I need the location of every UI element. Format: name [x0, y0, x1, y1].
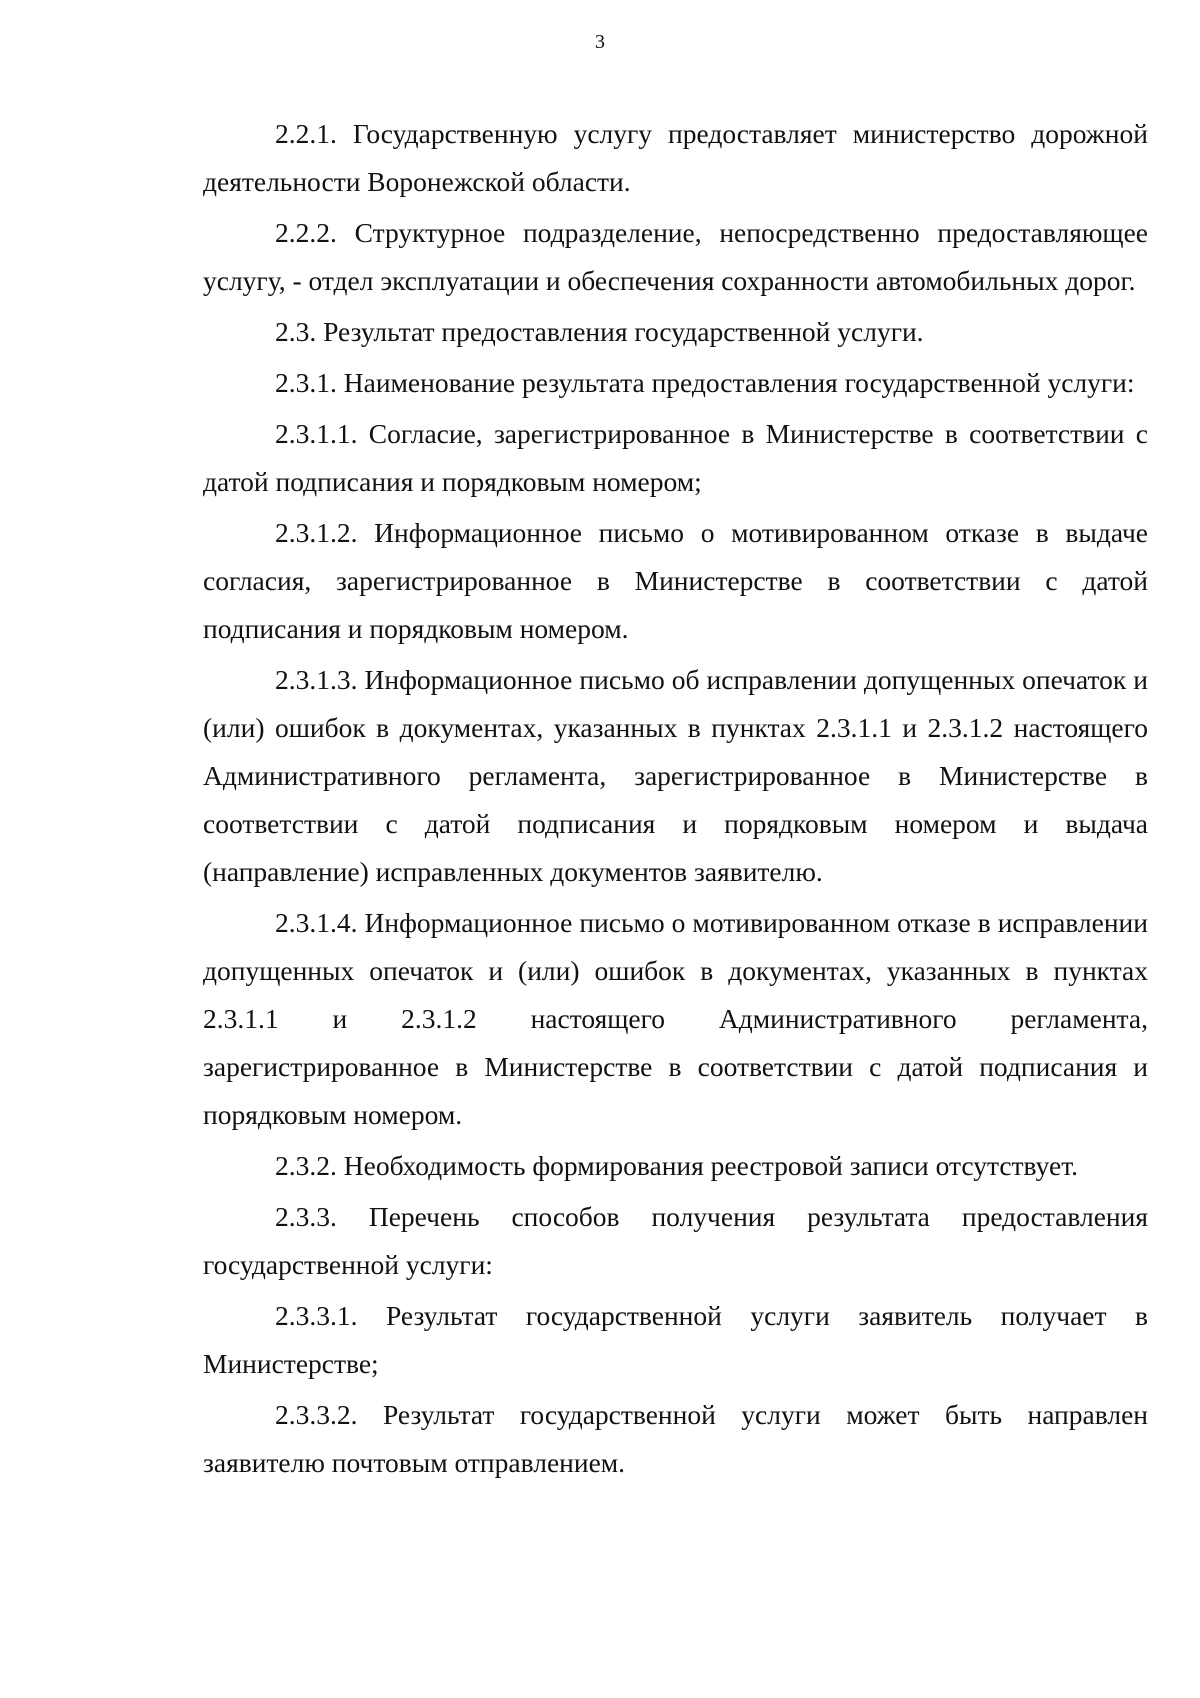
paragraph-2-3: 2.3. Результат предоставления государственной услуги.	[275, 316, 924, 347]
paragraph-2-3-3: 2.3.3. Перечень способов получения результата предоставления государственной услуги:	[203, 1201, 1148, 1280]
document-body	[203, 110, 1148, 1490]
paragraph-2-3-3-2: 2.3.3.2. Результат государственной услуги может быть направлен заявителю почтовым отправлением.	[203, 1399, 1148, 1478]
page-number: 3	[595, 31, 605, 53]
paragraph-2-3-3-1: 2.3.3.1. Результат государственной услуги заявитель получает в Министерстве;	[203, 1300, 1148, 1379]
paragraph-2-2-2: 2.2.2. Структурное подразделение, непосредственно предоставляющее услугу, - отдел эксплуатации и обеспечения сохранности автомобильных дорог.	[203, 217, 1148, 296]
paragraph-2-3-1-3: 2.3.1.3. Информационное письмо об исправлении допущенных опечаток и (или) ошибок в документах, указанных в пунктах 2.3.1.1 и 2.3.1.2 настоящего Административного регламента, зарегистрированное в Министерстве в соответствии с датой подписания и порядковым номером и выдача (направление) исправленных документов заявителю.	[203, 664, 1148, 887]
paragraph-2-3-1-2: 2.3.1.2. Информационное письмо о мотивированном отказе в выдаче согласия, зарегистрированное в Министерстве в соответствии с датой подписания и порядковым номером.	[203, 517, 1148, 644]
paragraph-2-3-1-4: 2.3.1.4. Информационное письмо о мотивированном отказе в исправлении допущенных опечаток и (или) ошибок в документах, указанных в пунктах 2.3.1.1 и 2.3.1.2 настоящего Административного регламента, зарегистрированное в Министерстве в соответствии с датой подписания и порядковым номером.	[203, 907, 1148, 1130]
paragraph-2-3-2: 2.3.2. Необходимость формирования реестровой записи отсутствует.	[275, 1150, 1079, 1181]
paragraph-2-3-1: 2.3.1. Наименование результата предоставления государственной услуги:	[275, 367, 1135, 398]
paragraph-2-3-1-1: 2.3.1.1. Согласие, зарегистрированное в Министерстве в соответствии с датой подписания и порядковым номером;	[203, 418, 1148, 497]
paragraph-2-2-1: 2.2.1. Государственную услугу предоставляет министерство дорожной деятельности Воронежской области.	[203, 118, 1148, 197]
